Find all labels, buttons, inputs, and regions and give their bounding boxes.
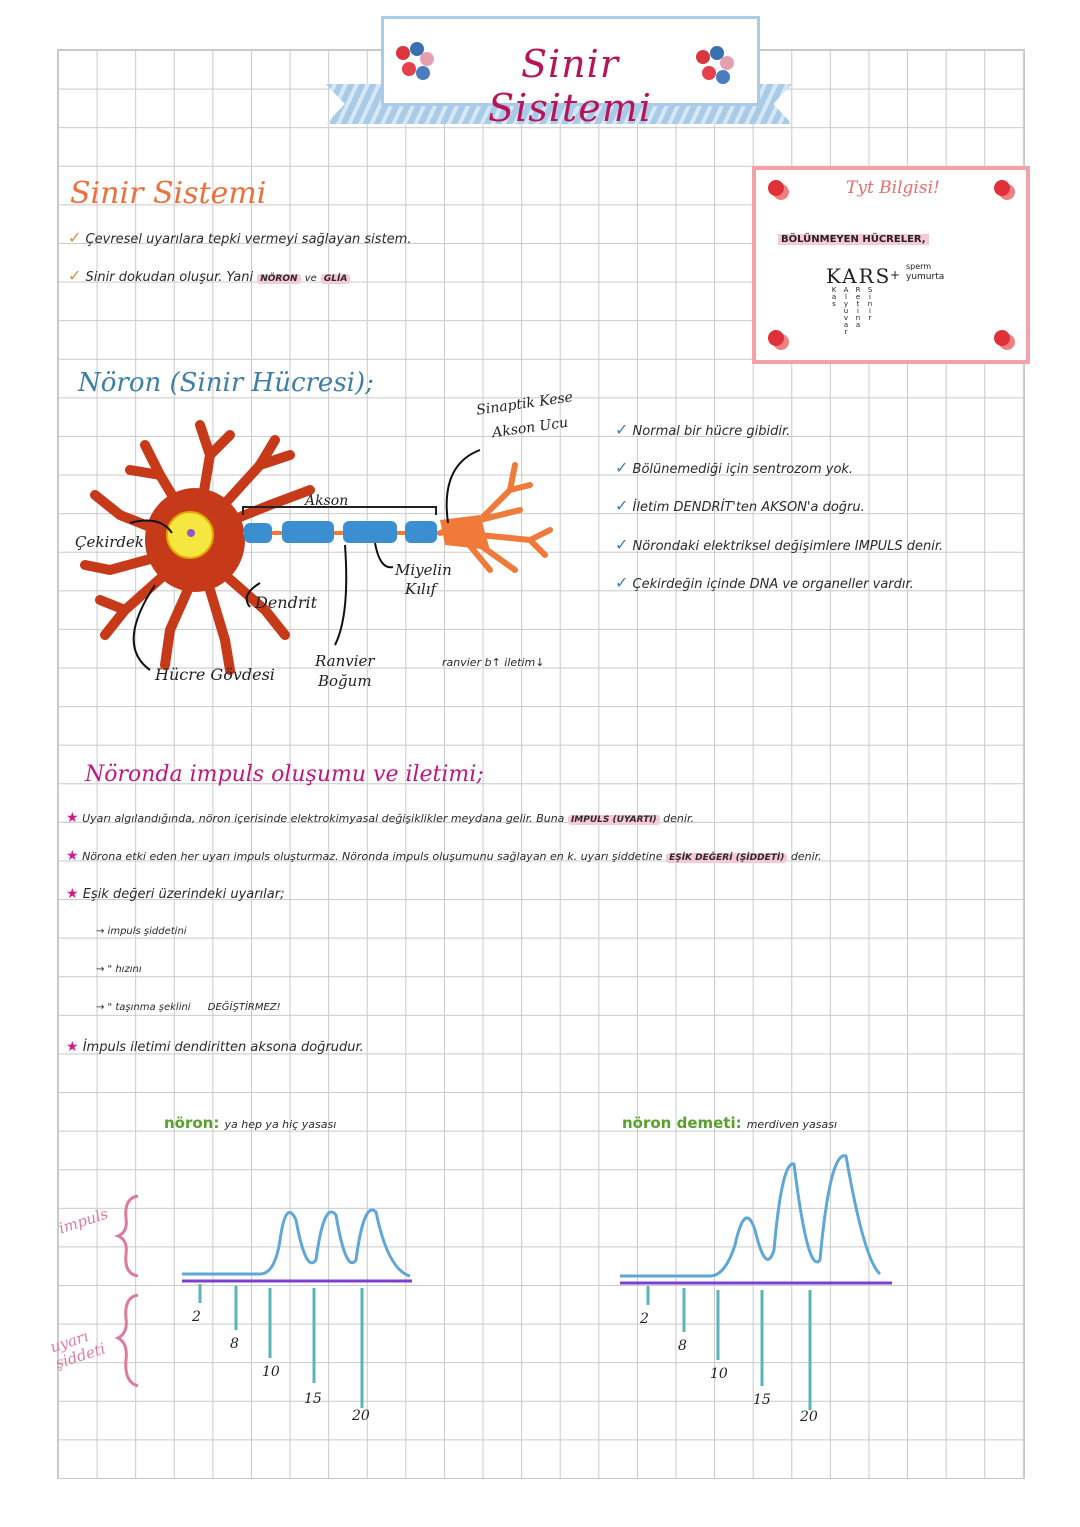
impuls-line-4: ★ İmpuls iletimi dendiritten aksona doğrudur. [66,1039,364,1055]
tyt-letters-k: Kas [830,286,838,307]
left-impuls-curve [182,1210,410,1276]
impuls-sub-1: → impuls şiddetini [96,926,187,937]
highlight-glia: GLİA [321,274,350,284]
corner-dot-icon [994,330,1010,346]
label-ranvier: Ranvier [315,652,375,670]
brace-impuls [118,1196,138,1276]
check-icon: ✓ [615,420,629,439]
brace-uyari [118,1295,138,1386]
label-sinaptik-kese: Sinaptik Kese [475,389,574,419]
section1-line-2: ✓ Sinir dokudan oluşur. Yani NÖRON ve GLİA [68,266,350,285]
bubbles-left-icon [392,42,438,82]
star-icon: ★ [66,886,79,902]
tyt-word: KARS [826,264,892,288]
left-tick-label: 8 [230,1336,239,1352]
neuron-bullet-3: ✓ İletim DENDRİT'ten AKSON'a doğru. [615,496,865,515]
label-miyelin: Miyelin [395,561,452,579]
tyt-heading: Tyt Bilgisi! [846,178,940,198]
neuron-bullet-4: ✓ Nörondaki elektriksel değişimlere IMPULS denir. [615,535,944,554]
label-hucre-govdesi: Hücre Gövdesi [155,665,275,684]
check-icon: ✓ [68,228,82,247]
impuls-sub-2: → " hızını [96,964,142,975]
impuls-line-3: ★ Eşik değeri üzerindeki uyarılar; [66,886,285,902]
tyt-info-box [752,166,1030,364]
right-impuls-curve [620,1156,880,1276]
side-label-uyari-siddeti: uyarı şiddeti [47,1327,108,1373]
label-cekirdek: Çekirdek [75,533,144,551]
tyt-extra-1: sperm [906,262,932,271]
corner-dot-icon [768,330,784,346]
corner-dot-icon [994,180,1010,196]
highlight-noron: NÖRON [257,274,300,284]
right-tick-label: 20 [800,1409,818,1425]
star-icon: ★ [66,1039,79,1055]
section1-line-1: ✓ Çevresel uyarılara tepki vermeyi sağlayan sistem. [68,228,412,247]
label-akson: Akson [305,493,349,509]
check-icon: ✓ [615,496,629,515]
check-icon: ✓ [68,266,82,285]
section1-heading: Sinir Sistemi [70,176,267,211]
tyt-letters-r: Retina [854,286,862,328]
tyt-extra-2: yumurta [906,272,945,282]
neuron-bullet-5: ✓ Çekirdeğin içinde DNA ve organeller vardır. [615,573,914,592]
star-icon: ★ [66,810,79,826]
left-tick-label: 10 [262,1364,280,1380]
check-icon: ✓ [615,535,629,554]
impuls-line-1: ★ Uyarı algılandığında, nöron içerisinde elektrokimyasal değişiklikler meydana gelir. Buna IMPULS (UYARTI) denir. [66,810,694,826]
section2-heading: Nöron (Sinir Hücresi); [78,368,374,398]
corner-dot-icon [768,180,784,196]
right-tick-label: 8 [678,1338,687,1354]
right-tick-label: 15 [753,1392,771,1408]
tyt-plus: + [890,268,901,282]
graph-right-title: nöron demeti: merdiven yasası [622,1114,838,1132]
neuron-bullet-1: ✓ Normal bir hücre gibidir. [615,420,791,439]
ranvier-note: ranvier b↑ iletim↓ [442,656,545,669]
section3-heading: Nöronda impuls oluşumu ve iletimi; [85,762,484,787]
label-bogum: Boğum [318,672,372,690]
tyt-letters-a: Alyuvar [842,286,850,335]
graph-left-title: nöron: ya hep ya hiç yasası [164,1114,337,1132]
nucleolus [187,529,195,537]
axon-terminal [440,465,550,570]
left-tick-label: 20 [352,1408,370,1424]
side-label-impuls: impuls [56,1204,111,1238]
tyt-subtitle: BÖLÜNMEYEN HÜCRELER, [778,234,929,245]
tyt-letters-s: Sinir [866,286,874,321]
check-icon: ✓ [615,573,629,592]
left-tick-label: 2 [192,1309,201,1325]
right-tick-label: 2 [640,1311,649,1327]
impuls-line-2: ★ Nörona etki eden her uyarı impuls oluşturmaz. Nöronda impuls oluşumunu sağlayan en k. uyarı şiddetine EŞİK DEĞERİ (ŞİDDETİ) denir. [66,848,822,864]
left-stimulus-ticks [200,1284,362,1408]
impuls-sub-3: → " taşınma şeklini DEĞİŞTİRMEZ! [96,1002,281,1013]
right-tick-label: 10 [710,1366,728,1382]
neuron-bullet-2: ✓ Bölünemediği için sentrozom yok. [615,458,854,477]
right-stimulus-ticks [648,1286,810,1410]
left-tick-label: 15 [304,1391,322,1407]
label-dendrit: Dendrit [255,593,318,612]
label-kilif: Kılıf [405,580,437,598]
graphs-area [110,1150,910,1430]
page-title: Sinir Sisitemi [488,42,652,130]
label-akson-ucu: Akson Ucu [491,414,570,442]
star-icon: ★ [66,848,79,864]
check-icon: ✓ [615,458,629,477]
